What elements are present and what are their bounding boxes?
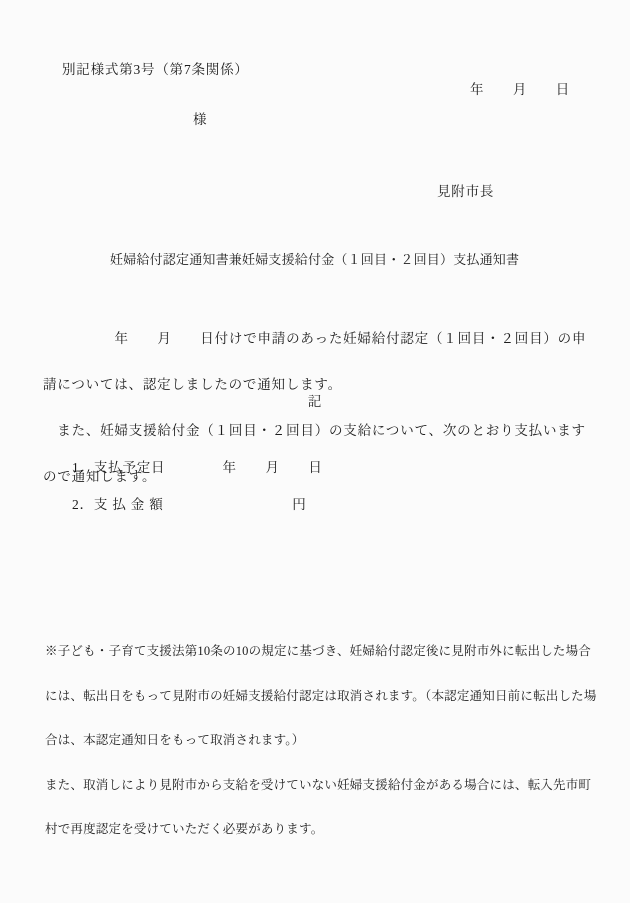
addressee-suffix: 様: [193, 112, 208, 127]
record-marker: 記: [307, 394, 323, 409]
body-line: ので通知します。: [43, 469, 157, 484]
footnote-line: には、転出日をもって見附市の妊婦支援給付認定は取消されます。（本認定通知日前に転出した場: [45, 688, 597, 703]
footnote-line: また、取消しにより見附市から支給を受けていない妊婦支援給付金がある場合には、転入先市町: [45, 777, 592, 792]
payment-item-scheduled-date: 1．支払予定日 年 月 日: [72, 460, 323, 475]
header-date-line: 年 月 日: [470, 82, 571, 97]
document-title: 妊婦給付認定通知書兼妊婦支援給付金（１回目・２回目）支払通知書: [110, 252, 520, 267]
footnote-line: 合は、本認定通知日をもって取消されます。）: [45, 733, 305, 747]
footnote-line: ※子ども・子育て支援法第10条の10の規定に基づき、妊婦給付認定後に見附市外に転出した場合: [45, 644, 592, 658]
body-line: また、妊婦支援給付金（１回目・２回目）の支給について、次のとおり支払います: [43, 423, 586, 438]
body-line: 年 月 日付けで申請のあった妊婦給付認定（１回目・２回目）の申: [43, 331, 587, 346]
body-line: 請については、認定しましたので通知します。: [43, 377, 342, 392]
footnotes: [45, 616, 597, 866]
sender-name: 見附市長: [437, 184, 495, 199]
form-number: 別記様式第3号（第7条関係）: [62, 62, 249, 77]
payment-item-amount: 2．支 払 金 額 円: [72, 497, 307, 512]
footnote-line: 村で再度認定を受けていただく必要があります。: [45, 822, 324, 836]
